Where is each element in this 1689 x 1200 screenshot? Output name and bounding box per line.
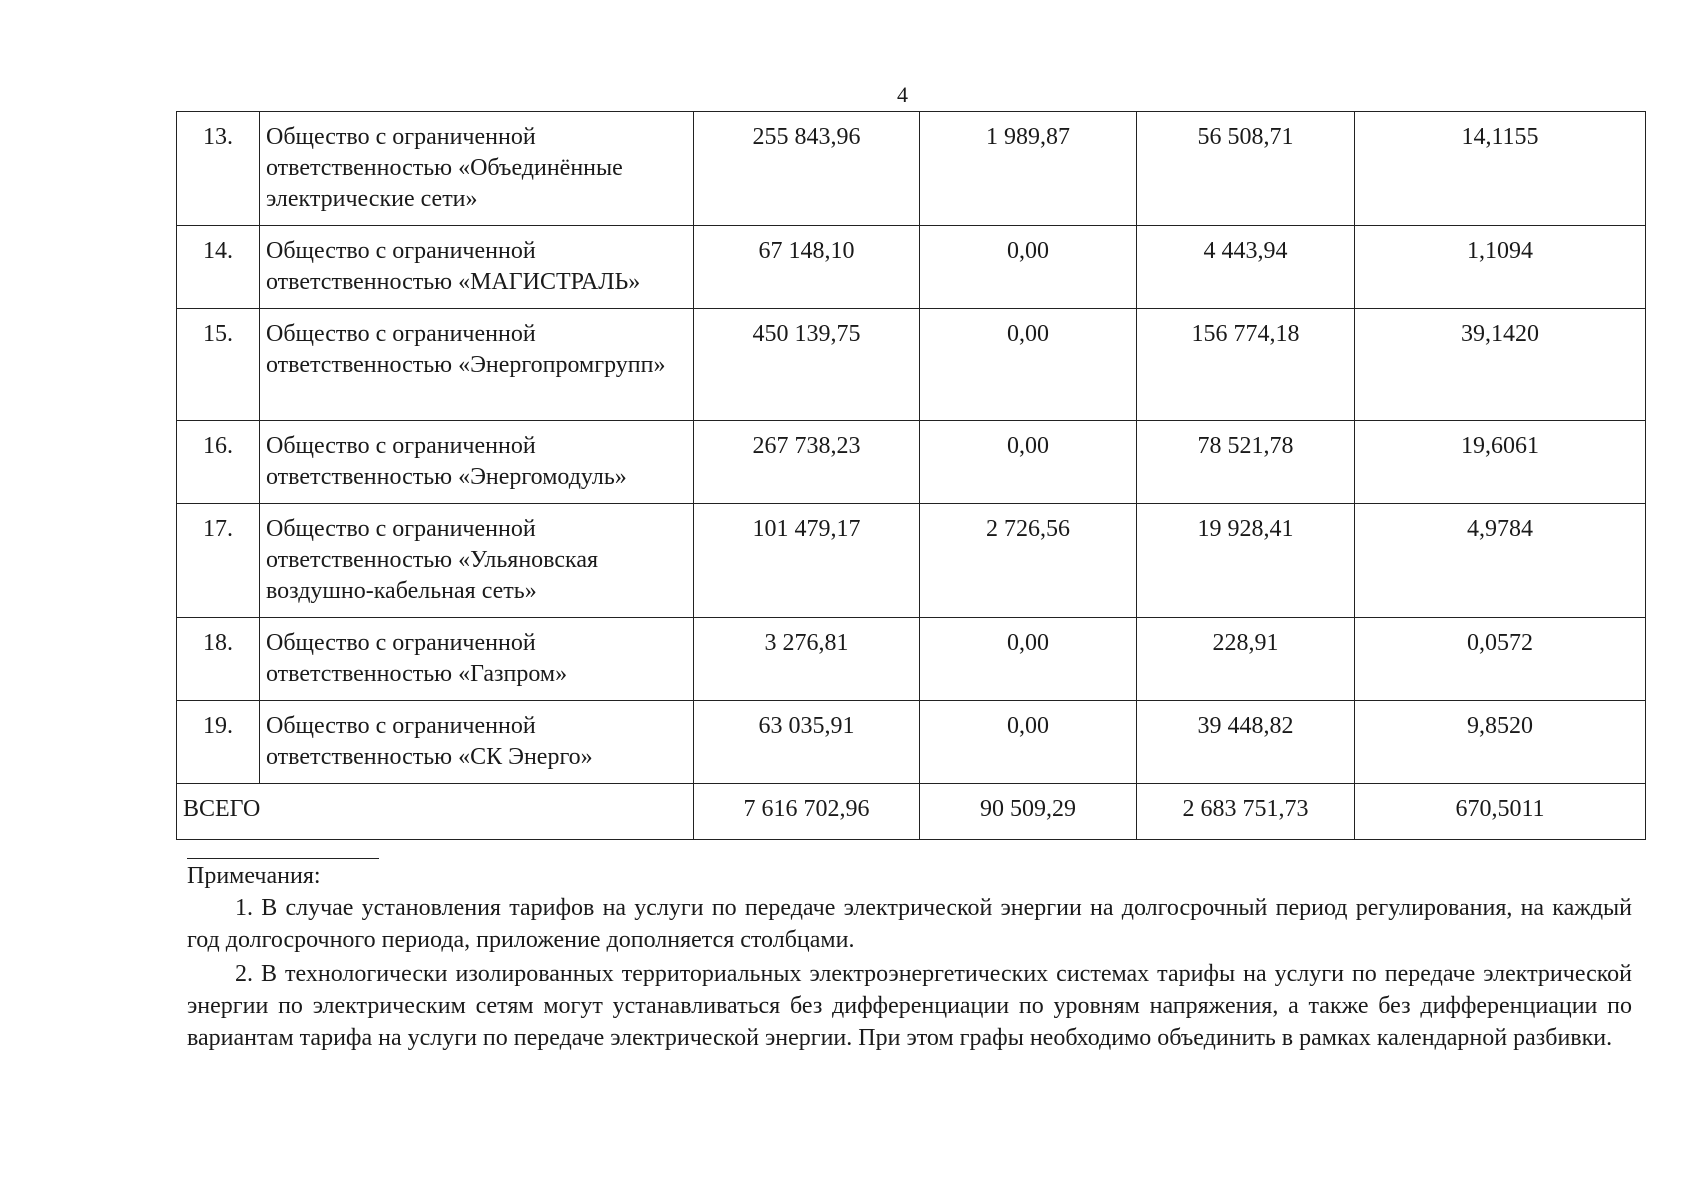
total-value: 90 509,29: [920, 784, 1137, 840]
value-cell: 0,0572: [1355, 618, 1646, 701]
value-cell: 14,1155: [1355, 112, 1646, 226]
value-cell: 56 508,71: [1137, 112, 1355, 226]
value-cell: 1,1094: [1355, 226, 1646, 309]
organization-name: Общество с ограниченной ответственностью «МАГИСТРАЛЬ»: [260, 226, 694, 309]
value-cell: 4 443,94: [1137, 226, 1355, 309]
table-row: [177, 701, 1646, 784]
value-cell: 4,9784: [1355, 504, 1646, 618]
row-number: 16.: [177, 421, 260, 504]
note-item: 2. В технологически изолированных территориальных электроэнергетических системах тарифы на услуги по передаче электрической энергии по электрическим сетям могут устанавливаться без дифференциации по уровням напряжения, а также без дифференциации по вариантам тарифа на услуги по передаче электрической энергии. При этом графы необходимо объединить в рамках календарной разбивки.: [187, 961, 1632, 1051]
organization-name: Общество с ограниченной ответственностью «Ульяновская воздушно-кабельная сеть»: [260, 504, 694, 618]
total-value: 2 683 751,73: [1137, 784, 1355, 840]
value-cell: 0,00: [920, 421, 1137, 504]
row-number: 14.: [177, 226, 260, 309]
value-cell: 2 726,56: [920, 504, 1137, 618]
total-row: [177, 784, 1646, 840]
value-cell: 67 148,10: [694, 226, 920, 309]
value-cell: 9,8520: [1355, 701, 1646, 784]
page-number: 4: [897, 82, 908, 107]
row-number: 18.: [177, 618, 260, 701]
value-cell: 19,6061: [1355, 421, 1646, 504]
value-cell: 450 139,75: [694, 309, 920, 421]
note-item: 1. В случае установления тарифов на услуги по передаче электрической энергии на долгосрочный период регулирования, на каждый год долгосрочного периода, приложение дополняется столбцами.: [187, 895, 1632, 953]
total-label: ВСЕГО: [177, 784, 694, 840]
value-cell: 0,00: [920, 618, 1137, 701]
value-cell: 78 521,78: [1137, 421, 1355, 504]
value-cell: 0,00: [920, 309, 1137, 421]
row-number: 17.: [177, 504, 260, 618]
value-cell: 1 989,87: [920, 112, 1137, 226]
table-row: [177, 226, 1646, 309]
table-row: [177, 309, 1646, 421]
row-number: 19.: [177, 701, 260, 784]
table-row: [177, 112, 1646, 226]
organization-name: Общество с ограниченной ответственностью «Объединённые электрические сети»: [260, 112, 694, 226]
value-cell: 0,00: [920, 701, 1137, 784]
total-value: 7 616 702,96: [694, 784, 920, 840]
row-number: 15.: [177, 309, 260, 421]
value-cell: 3 276,81: [694, 618, 920, 701]
row-number: 13.: [177, 112, 260, 226]
value-cell: 255 843,96: [694, 112, 920, 226]
value-cell: 19 928,41: [1137, 504, 1355, 618]
table-row: [177, 618, 1646, 701]
value-cell: 39,1420: [1355, 309, 1646, 421]
value-cell: 0,00: [920, 226, 1137, 309]
value-cell: 267 738,23: [694, 421, 920, 504]
organization-name: Общество с ограниченной ответственностью «Энергомодуль»: [260, 421, 694, 504]
total-value: 670,5011: [1355, 784, 1646, 840]
value-cell: 63 035,91: [694, 701, 920, 784]
value-cell: 39 448,82: [1137, 701, 1355, 784]
organization-name: Общество с ограниченной ответственностью «Энергопромгрупп»: [260, 309, 694, 421]
table-row: [177, 421, 1646, 504]
tariff-table: [176, 111, 1646, 840]
table-row: [177, 504, 1646, 618]
organization-name: Общество с ограниченной ответственностью «СК Энерго»: [260, 701, 694, 784]
notes-title: Примечания:: [187, 863, 321, 889]
value-cell: 156 774,18: [1137, 309, 1355, 421]
value-cell: 228,91: [1137, 618, 1355, 701]
notes-divider: [187, 858, 379, 859]
notes-section: [187, 860, 1632, 1054]
value-cell: 101 479,17: [694, 504, 920, 618]
organization-name: Общество с ограниченной ответственностью «Газпром»: [260, 618, 694, 701]
